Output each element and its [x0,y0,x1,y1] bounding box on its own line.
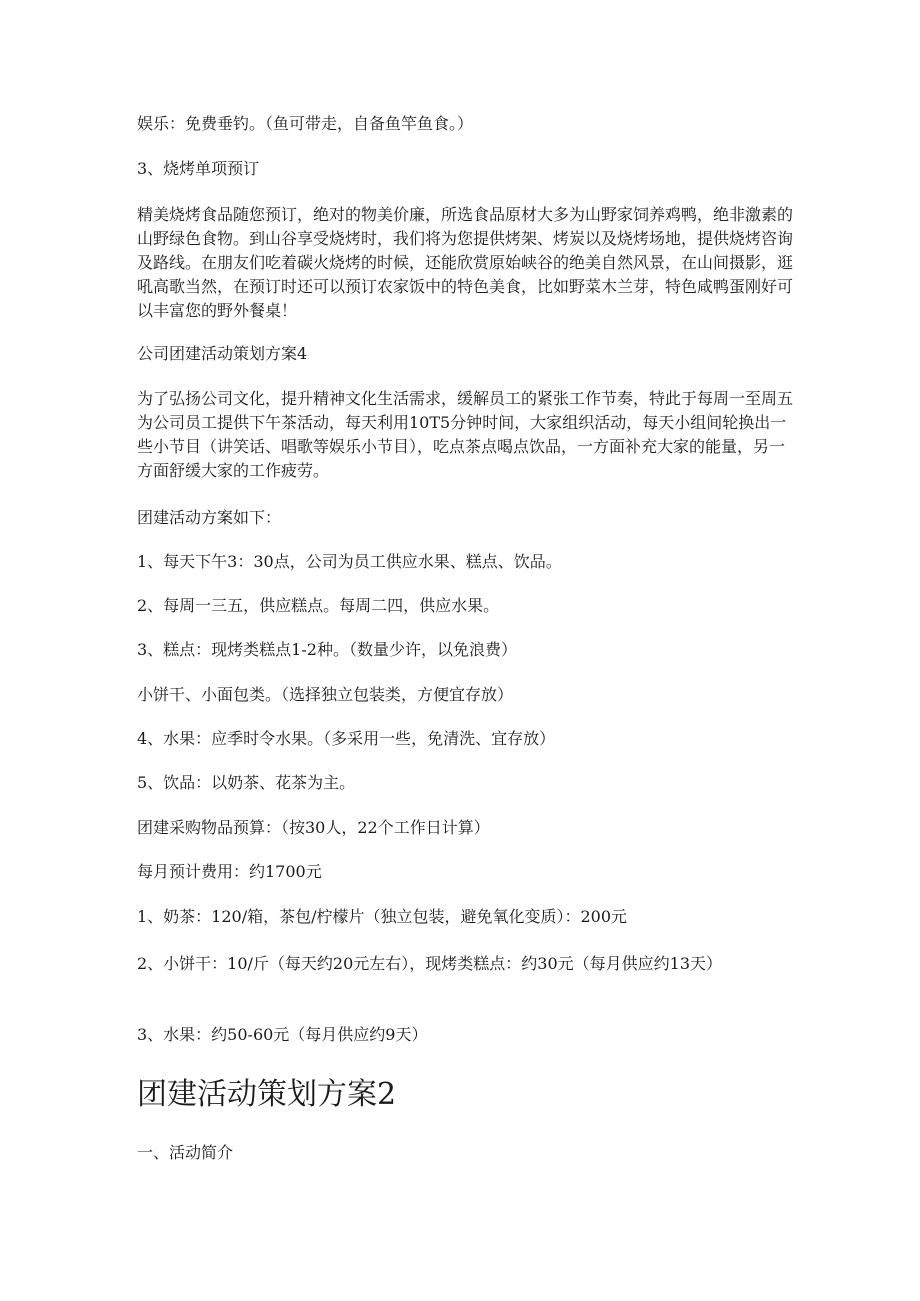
paragraph-item-3: 3、糕点：现烤类糕点1-2种。（数量少许，以免浪费） [137,640,517,659]
paragraph-item-1: 1、每天下午3：30点，公司为员工供应水果、糕点、饮品。 [137,552,562,571]
paragraph-item-2: 2、每周一三五，供应糕点。每周二四，供应水果。 [137,596,500,615]
section-heading: 团建活动策划方案2 [137,1077,397,1112]
paragraph-bbq-booking-title: 3、烧烤单项预订 [137,159,260,178]
paragraph-cost-2: 2、小饼干：10/斤（每天约20元左右），现烤类糕点：约30元（每月供应约13天） [137,954,723,973]
paragraph-item-4: 4、水果：应季时令水果。（多采用一些，免清洗、宜存放） [137,729,556,748]
paragraph-item-5: 5、饮品：以奶茶、花茶为主。 [137,773,356,792]
paragraph-cost-1: 1、奶茶：120/箱，茶包/柠檬片（独立包装，避免氧化变质）：200元 [137,907,628,926]
paragraph-activity-intro: 一、活动简介 [137,1143,234,1162]
paragraph-cost-3: 3、水果：约50-60元（每月供应约9天） [137,1025,428,1044]
paragraph-entertainment: 娱乐：免费垂钓。（鱼可带走，自备鱼竿鱼食。） [137,114,474,133]
paragraph-plan-follows: 团建活动方案如下： [137,508,282,527]
paragraph-plan4-intro: 为了弘扬公司文化，提升精神文化生活需求，缓解员工的紧张工作节奏，特此于每周一至周五为公司员工提供下午茶活动，每天利用10T5分钟时间，大家组织活动，每天小组间轮换出一些小节目（讲笑话、唱歌等娱乐小节目），吃点茶点喝点饮品，一方面补充大家的能量，另一方面舒缓大家的工作疲劳。 [137,389,794,480]
paragraph-biscuits: 小饼干、小面包类。（选择独立包装类，方便宜存放） [137,685,514,704]
paragraph-monthly-cost: 每月预计费用：约1700元 [137,862,322,881]
paragraph-budget: 团建采购物品预算：（按30人，22个工作日计算） [137,818,490,837]
paragraph-bbq-description: 精美烧烤食品随您预订，绝对的物美价廉，所选食品原材大多为山野家饲养鸡鸭，绝非激素的山野绿色食物。到山谷享受烧烤时，我们将为您提供烤架、烤炭以及烧烤场地，提供烧烤咨询及路线。在朋友们吃着碳火烧烤的时候，还能欣赏原始峡谷的绝美自然风景，在山间摄影，逛吼高歌当然，在预订时还可以预订农家饭中的特色美食，比如野菜木兰芽，特色咸鸭蛋刚好可以丰富您的野外餐桌！ [137,205,794,320]
paragraph-plan4-title: 公司团建活动策划方案4 [137,344,308,363]
